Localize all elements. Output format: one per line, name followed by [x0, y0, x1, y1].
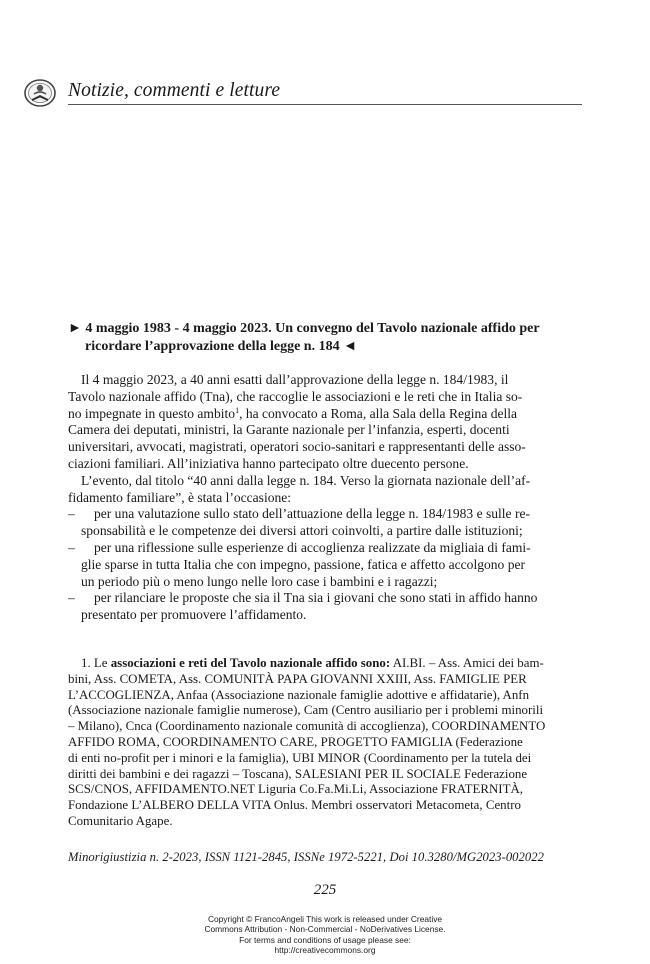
book-reader-logo-icon — [22, 78, 58, 108]
footnote-line: 1. Le associazioni e reti del Tavolo nazionale affido sono: AI.BI. – Ass. Amici dei bam- — [81, 656, 544, 670]
bullet-line: – per una riflessione sulle esperienze di accoglienza realizzate da migliaia di fami- — [68, 539, 531, 555]
section-title: Notizie, commenti e letture — [68, 80, 281, 101]
license-line: Copyright © FrancoAngeli This work is released under Creative — [207, 914, 443, 924]
text-line: Camera dei deputati, ministri, la Garante nazionale per l’infanzia, esperti, docenti — [68, 422, 510, 438]
footnote-bold-lead: associazioni e reti del Tavolo nazionale affido sono: — [110, 656, 391, 670]
dash-bullet: – — [68, 590, 75, 606]
text-line: universitari, avvocati, magistrati, operatori socio-sanitari e rappresentanti delle asso- — [68, 439, 526, 455]
bullet-line: un periodo più o meno lungo nelle loro case i bambini e i ragazzi; — [81, 573, 438, 589]
bullet-line: – per rilanciare le proposte che sia il Tna sia i giovani che sono stati in affido hanno — [68, 590, 538, 606]
dash-bullet: – — [68, 539, 75, 555]
header-rule — [68, 104, 582, 105]
license-notice — [0, 914, 650, 955]
footnote-line: SCS/CNOS, AFFIDAMENTO.NET Liguria Co.Fa.Mi.Li, Associazione FRATERNITÀ, — [68, 782, 524, 797]
footnote-line: Comunitario Agape. — [68, 813, 173, 828]
text-line: Il 4 maggio 2023, a 40 anni esatti dall’approvazione della legge n. 184/1983, il — [81, 372, 509, 387]
footnote-line: L’ACCOGLIENZA, Anfaa (Associazione nazionale famiglie adottive e affidatarie), Anfn — [68, 687, 530, 702]
article-title — [68, 320, 588, 356]
article-body — [68, 372, 582, 624]
text-line: no impegnate in questo ambito$^1$, ha convocato a Roma, alla Sala della Regina della — [68, 405, 518, 421]
license-line: For terms and conditions of usage please see: — [239, 934, 411, 945]
footnote-line: AFFIDO ROMA, COORDINAMENTO CARE, PROGETTO FAMIGLIA (Federazione — [68, 734, 523, 749]
page-number: 225 — [313, 882, 337, 898]
license-line: Commons Attribution - Non-Commercial - NoDerivatives License. — [204, 924, 446, 935]
bullet-line: sponsabilità e le competenze dei diversi attori coinvolti, a partire dalle istituzioni; — [81, 523, 523, 539]
footnote — [68, 656, 582, 830]
bullet-line: – per una valutazione sullo stato dell’attuazione della legge n. 184/1983 e sulle re- — [68, 506, 530, 522]
text-line: ciazioni familiari. All’iniziativa hanno partecipato oltre duecento persone. — [68, 455, 469, 471]
text-line: fidamento familiare”, è stata l’occasione: — [68, 489, 292, 505]
footnote-line: (Associazione nazionale famiglie numerose), Cam (Centro ausiliario per i problemi minorili — [68, 703, 544, 718]
license-link[interactable]: http://creativecommons.org — [274, 944, 376, 955]
text-line: L’evento, dal titolo “40 anni dalla legge n. 184. Verso la giornata nazionale dell’af- — [81, 472, 531, 488]
text-line: Tavolo nazionale affido (Tna), che raccoglie le associazioni e le reti che in Italia so- — [68, 388, 523, 404]
page-header — [22, 76, 582, 106]
footnote-line: di enti no-profit per i minori e la famiglia), UBI MINOR (Coordinamento per la tutela dei — [68, 750, 532, 765]
footnote-line: diritti dei bambini e dei ragazzi – Toscana), SALESIANI PER IL SOCIALE Federazione — [68, 766, 528, 781]
journal-citation: Minorigiustizia n. 2-2023, ISSN 1121-2845, ISSNe 1972-5221, Doi 10.3280/MG2023-002022 — [68, 850, 544, 864]
footnote-line: Fondazione L’ALBERO DELLA VITA Onlus. Membri osservatori Metacometa, Centro — [68, 798, 521, 813]
footnote-ref: 1 — [235, 405, 240, 415]
article-title-line: ricordare l’approvazione della legge n. 184 ◄ — [85, 338, 357, 354]
footnote-line: – Milano), Cnca (Coordinamento nazionale comunità di accoglienza), COORDINAMENTO — [68, 719, 546, 734]
bullet-line: presentato per promuovere l’affidamento. — [81, 607, 307, 623]
dash-bullet: – — [68, 506, 75, 522]
footnote-line: bini, Ass. COMETA, Ass. COMUNITÀ PAPA GIOVANNI XXIII, Ass. FAMIGLIE PER — [68, 671, 527, 686]
article-title-line: ► 4 maggio 1983 - 4 maggio 2023. Un convegno del Tavolo nazionale affido per — [68, 321, 540, 336]
bullet-line: glie sparse in tutta Italia che con impegno, passione, fatica e affetto accolgono per — [81, 556, 525, 572]
